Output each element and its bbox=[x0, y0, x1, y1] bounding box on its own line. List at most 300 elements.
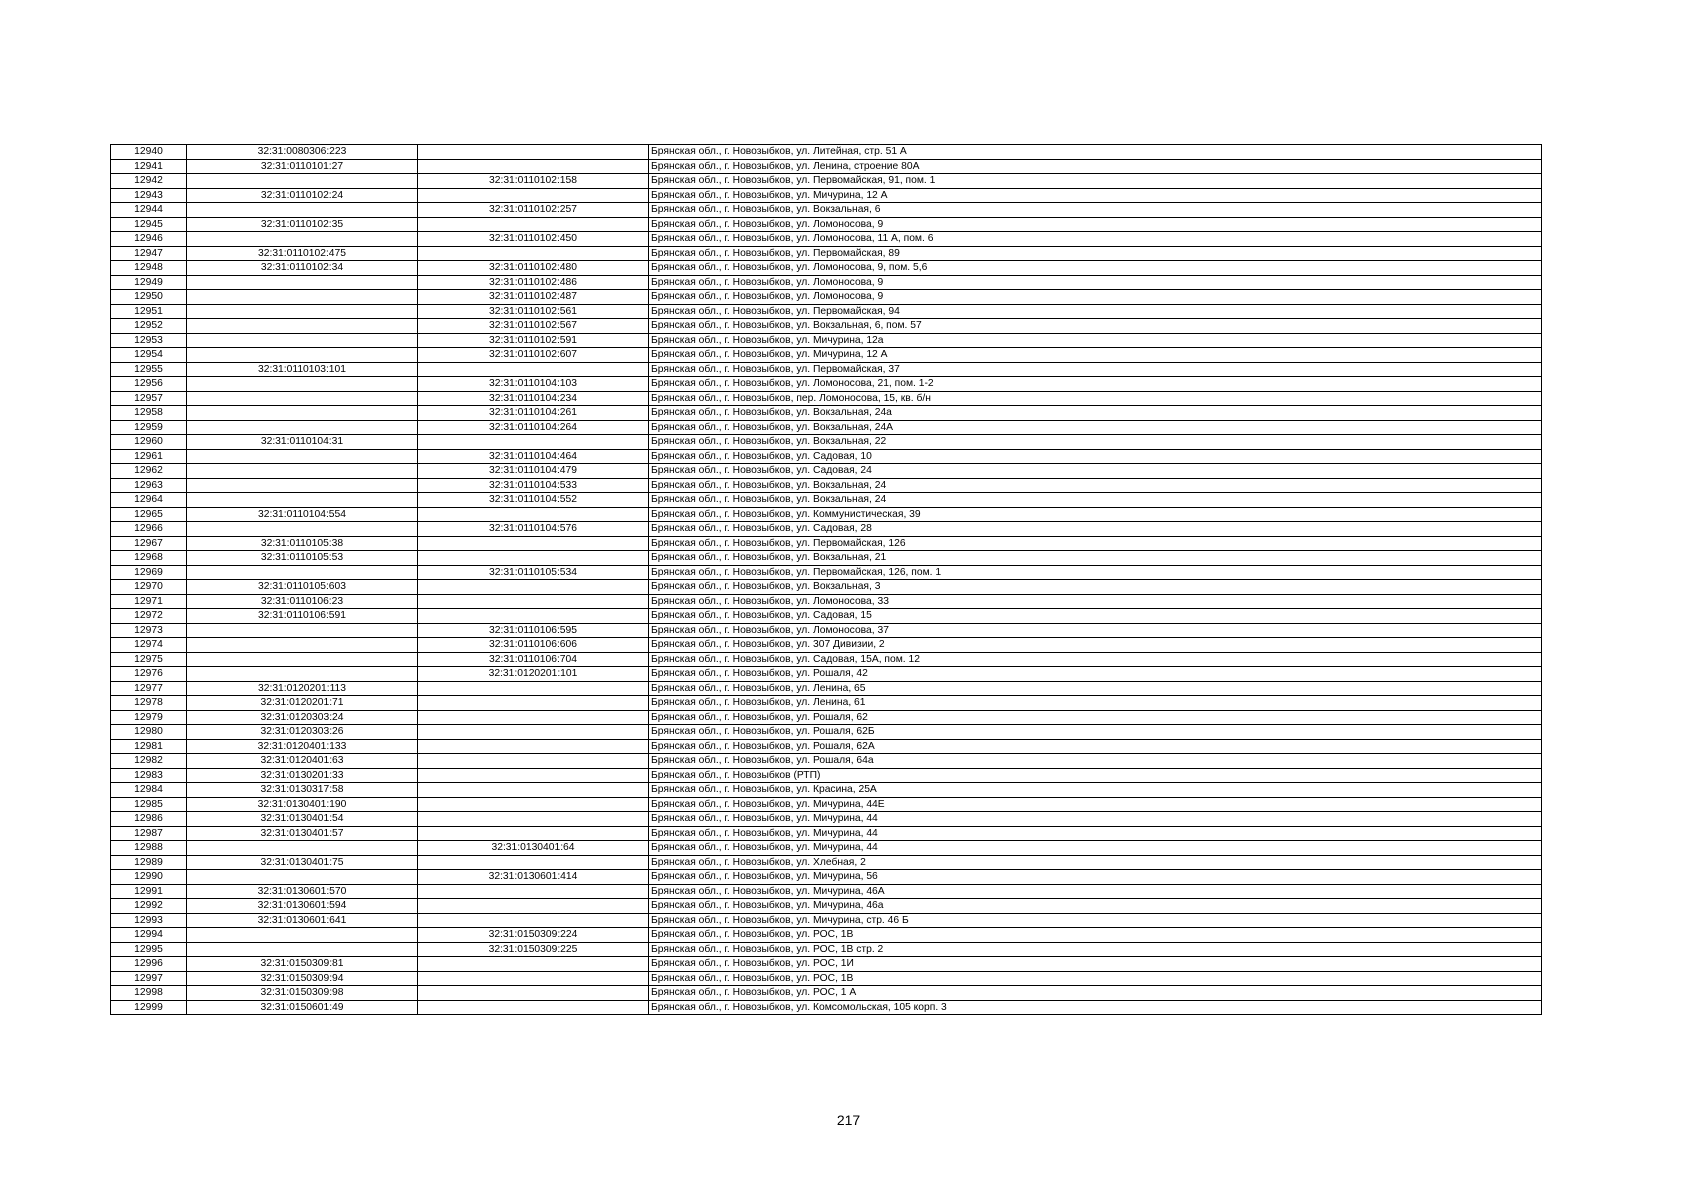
address-cell: Брянская обл., г. Новозыбков, ул. Садовая, 10 bbox=[649, 449, 1542, 464]
table-row bbox=[111, 290, 1542, 305]
table-row bbox=[111, 855, 1542, 870]
table-row bbox=[111, 217, 1542, 232]
row-number-cell: 12999 bbox=[111, 1000, 187, 1015]
table-row bbox=[111, 754, 1542, 769]
address-cell: Брянская обл., г. Новозыбков, ул. Вокзальная, 21 bbox=[649, 551, 1542, 566]
address-cell: Брянская обл., г. Новозыбков, ул. Первомайская, 37 bbox=[649, 362, 1542, 377]
cadastral-number-cell: 32:31:0130601:594 bbox=[187, 899, 418, 914]
cadastral-number-cell bbox=[187, 275, 418, 290]
cadastral-number-alt-cell bbox=[418, 754, 649, 769]
cadastral-number-alt-cell bbox=[418, 681, 649, 696]
row-number-cell: 12940 bbox=[111, 145, 187, 160]
cadastral-number-cell: 32:31:0110105:38 bbox=[187, 536, 418, 551]
cadastral-number-cell bbox=[187, 667, 418, 682]
row-number-cell: 12989 bbox=[111, 855, 187, 870]
row-number-cell: 12996 bbox=[111, 957, 187, 972]
table-row bbox=[111, 304, 1542, 319]
row-number-cell: 12969 bbox=[111, 565, 187, 580]
address-cell: Брянская обл., г. Новозыбков, ул. Мичурина, 56 bbox=[649, 870, 1542, 885]
table-row bbox=[111, 957, 1542, 972]
row-number-cell: 12959 bbox=[111, 420, 187, 435]
table-row bbox=[111, 522, 1542, 537]
row-number-cell: 12973 bbox=[111, 623, 187, 638]
cadastral-number-alt-cell: 32:31:0110104:234 bbox=[418, 391, 649, 406]
address-cell: Брянская обл., г. Новозыбков, ул. Рошаля, 62 bbox=[649, 710, 1542, 725]
row-number-cell: 12991 bbox=[111, 884, 187, 899]
cadastral-number-cell: 32:31:0130201:33 bbox=[187, 768, 418, 783]
table-row bbox=[111, 942, 1542, 957]
registry-table-body bbox=[111, 145, 1542, 1015]
cadastral-number-alt-cell bbox=[418, 435, 649, 450]
cadastral-number-cell: 32:31:0150601:49 bbox=[187, 1000, 418, 1015]
table-row bbox=[111, 420, 1542, 435]
row-number-cell: 12980 bbox=[111, 725, 187, 740]
cadastral-number-alt-cell: 32:31:0110104:464 bbox=[418, 449, 649, 464]
row-number-cell: 12960 bbox=[111, 435, 187, 450]
cadastral-number-cell bbox=[187, 290, 418, 305]
address-cell: Брянская обл., г. Новозыбков, ул. Мичурина, 12 А bbox=[649, 188, 1542, 203]
table-row bbox=[111, 623, 1542, 638]
address-cell: Брянская обл., г. Новозыбков, ул. Ломоносова, 9 bbox=[649, 275, 1542, 290]
cadastral-number-cell: 32:31:0080306:223 bbox=[187, 145, 418, 160]
row-number-cell: 12948 bbox=[111, 261, 187, 276]
cadastral-number-alt-cell bbox=[418, 1000, 649, 1015]
cadastral-number-cell bbox=[187, 522, 418, 537]
cadastral-number-cell bbox=[187, 565, 418, 580]
row-number-cell: 12978 bbox=[111, 696, 187, 711]
table-row bbox=[111, 884, 1542, 899]
address-cell: Брянская обл., г. Новозыбков, ул. Вокзальная, 22 bbox=[649, 435, 1542, 450]
cadastral-number-cell bbox=[187, 174, 418, 189]
table-row bbox=[111, 913, 1542, 928]
cadastral-number-alt-cell bbox=[418, 855, 649, 870]
address-cell: Брянская обл., г. Новозыбков, пер. Ломоносова, 15, кв. б/н bbox=[649, 391, 1542, 406]
cadastral-number-alt-cell bbox=[418, 971, 649, 986]
property-registry-table bbox=[110, 144, 1542, 1015]
cadastral-number-cell bbox=[187, 449, 418, 464]
row-number-cell: 12987 bbox=[111, 826, 187, 841]
address-cell: Брянская обл., г. Новозыбков, ул. Садовая, 24 bbox=[649, 464, 1542, 479]
cadastral-number-cell bbox=[187, 928, 418, 943]
cadastral-number-cell: 32:31:0150309:81 bbox=[187, 957, 418, 972]
address-cell: Брянская обл., г. Новозыбков, ул. Ломоносова, 9, пом. 5,6 bbox=[649, 261, 1542, 276]
address-cell: Брянская обл., г. Новозыбков, ул. 307 Дивизии, 2 bbox=[649, 638, 1542, 653]
cadastral-number-alt-cell bbox=[418, 783, 649, 798]
row-number-cell: 12951 bbox=[111, 304, 187, 319]
address-cell: Брянская обл., г. Новозыбков, ул. Мичурина, 12 А bbox=[649, 348, 1542, 363]
cadastral-number-alt-cell bbox=[418, 594, 649, 609]
table-row bbox=[111, 710, 1542, 725]
row-number-cell: 12971 bbox=[111, 594, 187, 609]
address-cell: Брянская обл., г. Новозыбков, ул. Рошаля, 42 bbox=[649, 667, 1542, 682]
row-number-cell: 12963 bbox=[111, 478, 187, 493]
address-cell: Брянская обл., г. Новозыбков, ул. Мичурина, 44 bbox=[649, 812, 1542, 827]
table-row bbox=[111, 797, 1542, 812]
row-number-cell: 12966 bbox=[111, 522, 187, 537]
row-number-cell: 12961 bbox=[111, 449, 187, 464]
address-cell: Брянская обл., г. Новозыбков, ул. Садовая, 28 bbox=[649, 522, 1542, 537]
cadastral-number-alt-cell: 32:31:0130601:414 bbox=[418, 870, 649, 885]
row-number-cell: 12941 bbox=[111, 159, 187, 174]
table-row bbox=[111, 159, 1542, 174]
cadastral-number-cell: 32:31:0110104:554 bbox=[187, 507, 418, 522]
address-cell: Брянская обл., г. Новозыбков, ул. Ломоносова, 37 bbox=[649, 623, 1542, 638]
row-number-cell: 12975 bbox=[111, 652, 187, 667]
cadastral-number-alt-cell: 32:31:0110102:486 bbox=[418, 275, 649, 290]
table-row bbox=[111, 826, 1542, 841]
table-row bbox=[111, 667, 1542, 682]
cadastral-number-alt-cell: 32:31:0110104:479 bbox=[418, 464, 649, 479]
address-cell: Брянская обл., г. Новозыбков, ул. Ломоносова, 33 bbox=[649, 594, 1542, 609]
cadastral-number-cell bbox=[187, 391, 418, 406]
table-row bbox=[111, 841, 1542, 856]
cadastral-number-alt-cell: 32:31:0110102:450 bbox=[418, 232, 649, 247]
cadastral-number-cell: 32:31:0110102:475 bbox=[187, 246, 418, 261]
address-cell: Брянская обл., г. Новозыбков, ул. Вокзальная, 3 bbox=[649, 580, 1542, 595]
table-row bbox=[111, 696, 1542, 711]
row-number-cell: 12976 bbox=[111, 667, 187, 682]
table-row bbox=[111, 725, 1542, 740]
page-number: 217 bbox=[836, 1112, 861, 1128]
cadastral-number-alt-cell bbox=[418, 217, 649, 232]
cadastral-number-alt-cell bbox=[418, 551, 649, 566]
table-row bbox=[111, 580, 1542, 595]
row-number-cell: 12970 bbox=[111, 580, 187, 595]
address-cell: Брянская обл., г. Новозыбков, ул. Первомайская, 126 bbox=[649, 536, 1542, 551]
row-number-cell: 12947 bbox=[111, 246, 187, 261]
row-number-cell: 12958 bbox=[111, 406, 187, 421]
cadastral-number-alt-cell bbox=[418, 246, 649, 261]
address-cell: Брянская обл., г. Новозыбков, ул. Мичурина, стр. 46 Б bbox=[649, 913, 1542, 928]
cadastral-number-cell bbox=[187, 333, 418, 348]
row-number-cell: 12981 bbox=[111, 739, 187, 754]
address-cell: Брянская обл., г. Новозыбков, ул. Мичурина, 44 bbox=[649, 841, 1542, 856]
cadastral-number-cell: 32:31:0150309:98 bbox=[187, 986, 418, 1001]
cadastral-number-alt-cell bbox=[418, 580, 649, 595]
row-number-cell: 12944 bbox=[111, 203, 187, 218]
table-row bbox=[111, 1000, 1542, 1015]
table-row bbox=[111, 449, 1542, 464]
cadastral-number-alt-cell bbox=[418, 826, 649, 841]
table-row bbox=[111, 681, 1542, 696]
cadastral-number-cell bbox=[187, 319, 418, 334]
table-row bbox=[111, 768, 1542, 783]
table-row bbox=[111, 638, 1542, 653]
cadastral-number-alt-cell: 32:31:0110106:595 bbox=[418, 623, 649, 638]
cadastral-number-alt-cell bbox=[418, 768, 649, 783]
table-row bbox=[111, 594, 1542, 609]
table-row bbox=[111, 783, 1542, 798]
address-cell: Брянская обл., г. Новозыбков, ул. Мичурина, 46а bbox=[649, 899, 1542, 914]
cadastral-number-cell bbox=[187, 841, 418, 856]
cadastral-number-alt-cell: 32:31:0110102:607 bbox=[418, 348, 649, 363]
cadastral-number-alt-cell: 32:31:0130401:64 bbox=[418, 841, 649, 856]
cadastral-number-cell: 32:31:0130601:570 bbox=[187, 884, 418, 899]
row-number-cell: 12968 bbox=[111, 551, 187, 566]
table-row bbox=[111, 812, 1542, 827]
address-cell: Брянская обл., г. Новозыбков, ул. Литейная, стр. 51 А bbox=[649, 145, 1542, 160]
row-number-cell: 12964 bbox=[111, 493, 187, 508]
cadastral-number-cell bbox=[187, 870, 418, 885]
cadastral-number-cell bbox=[187, 464, 418, 479]
table-row bbox=[111, 319, 1542, 334]
table-row bbox=[111, 232, 1542, 247]
cadastral-number-cell: 32:31:0130401:75 bbox=[187, 855, 418, 870]
table-row bbox=[111, 362, 1542, 377]
cadastral-number-cell bbox=[187, 478, 418, 493]
table-row bbox=[111, 551, 1542, 566]
address-cell: Брянская обл., г. Новозыбков, ул. Вокзальная, 24 bbox=[649, 493, 1542, 508]
address-cell: Брянская обл., г. Новозыбков, ул. Ломоносова, 11 А, пом. 6 bbox=[649, 232, 1542, 247]
address-cell: Брянская обл., г. Новозыбков, ул. РОС, 1 А bbox=[649, 986, 1542, 1001]
cadastral-number-cell bbox=[187, 652, 418, 667]
address-cell: Брянская обл., г. Новозыбков, ул. Мичурина, 12а bbox=[649, 333, 1542, 348]
cadastral-number-alt-cell: 32:31:0110104:264 bbox=[418, 420, 649, 435]
table-row bbox=[111, 507, 1542, 522]
row-number-cell: 12956 bbox=[111, 377, 187, 392]
address-cell: Брянская обл., г. Новозыбков, ул. Ленина, 61 bbox=[649, 696, 1542, 711]
row-number-cell: 12986 bbox=[111, 812, 187, 827]
cadastral-number-alt-cell bbox=[418, 913, 649, 928]
address-cell: Брянская обл., г. Новозыбков, ул. Мичурина, 44Е bbox=[649, 797, 1542, 812]
address-cell: Брянская обл., г. Новозыбков, ул. Рошаля, 64а bbox=[649, 754, 1542, 769]
address-cell: Брянская обл., г. Новозыбков, ул. Первомайская, 91, пом. 1 bbox=[649, 174, 1542, 189]
row-number-cell: 12943 bbox=[111, 188, 187, 203]
address-cell: Брянская обл., г. Новозыбков, ул. Хлебная, 2 bbox=[649, 855, 1542, 870]
row-number-cell: 12950 bbox=[111, 290, 187, 305]
cadastral-number-cell bbox=[187, 638, 418, 653]
cadastral-number-cell: 32:31:0110106:591 bbox=[187, 609, 418, 624]
cadastral-number-alt-cell bbox=[418, 884, 649, 899]
row-number-cell: 12954 bbox=[111, 348, 187, 363]
table-row bbox=[111, 478, 1542, 493]
cadastral-number-cell: 32:31:0130401:190 bbox=[187, 797, 418, 812]
table-row bbox=[111, 870, 1542, 885]
address-cell: Брянская обл., г. Новозыбков, ул. РОС, 1И bbox=[649, 957, 1542, 972]
table-row bbox=[111, 971, 1542, 986]
cadastral-number-cell: 32:31:0110105:603 bbox=[187, 580, 418, 595]
table-row bbox=[111, 652, 1542, 667]
address-cell: Брянская обл., г. Новозыбков, ул. РОС, 1В стр. 2 bbox=[649, 942, 1542, 957]
cadastral-number-alt-cell bbox=[418, 609, 649, 624]
cadastral-number-alt-cell: 32:31:0110102:158 bbox=[418, 174, 649, 189]
cadastral-number-cell: 32:31:0110104:31 bbox=[187, 435, 418, 450]
table-row bbox=[111, 203, 1542, 218]
table-row bbox=[111, 493, 1542, 508]
cadastral-number-alt-cell: 32:31:0110105:534 bbox=[418, 565, 649, 580]
address-cell: Брянская обл., г. Новозыбков, ул. Вокзальная, 6 bbox=[649, 203, 1542, 218]
cadastral-number-alt-cell: 32:31:0110104:552 bbox=[418, 493, 649, 508]
cadastral-number-alt-cell: 32:31:0110104:261 bbox=[418, 406, 649, 421]
row-number-cell: 12985 bbox=[111, 797, 187, 812]
address-cell: Брянская обл., г. Новозыбков, ул. Ленина, 65 bbox=[649, 681, 1542, 696]
address-cell: Брянская обл., г. Новозыбков, ул. Ломоносова, 21, пом. 1-2 bbox=[649, 377, 1542, 392]
cadastral-number-alt-cell: 32:31:0110106:704 bbox=[418, 652, 649, 667]
row-number-cell: 12949 bbox=[111, 275, 187, 290]
cadastral-number-alt-cell bbox=[418, 159, 649, 174]
row-number-cell: 12962 bbox=[111, 464, 187, 479]
address-cell: Брянская обл., г. Новозыбков, ул. Комсомольская, 105 корп. 3 bbox=[649, 1000, 1542, 1015]
cadastral-number-cell: 32:31:0120401:133 bbox=[187, 739, 418, 754]
table-row bbox=[111, 261, 1542, 276]
cadastral-number-cell bbox=[187, 377, 418, 392]
cadastral-number-cell bbox=[187, 493, 418, 508]
address-cell: Брянская обл., г. Новозыбков, ул. Первомайская, 89 bbox=[649, 246, 1542, 261]
cadastral-number-alt-cell: 32:31:0110104:533 bbox=[418, 478, 649, 493]
cadastral-number-alt-cell: 32:31:0150309:224 bbox=[418, 928, 649, 943]
cadastral-number-alt-cell bbox=[418, 725, 649, 740]
address-cell: Брянская обл., г. Новозыбков, ул. Вокзальная, 24А bbox=[649, 420, 1542, 435]
row-number-cell: 12984 bbox=[111, 783, 187, 798]
row-number-cell: 12972 bbox=[111, 609, 187, 624]
address-cell: Брянская обл., г. Новозыбков, ул. Вокзальная, 6, пом. 57 bbox=[649, 319, 1542, 334]
cadastral-number-alt-cell bbox=[418, 507, 649, 522]
cadastral-number-cell bbox=[187, 942, 418, 957]
cadastral-number-alt-cell bbox=[418, 797, 649, 812]
row-number-cell: 12993 bbox=[111, 913, 187, 928]
table-row bbox=[111, 928, 1542, 943]
cadastral-number-cell: 32:31:0120303:26 bbox=[187, 725, 418, 740]
table-row bbox=[111, 406, 1542, 421]
table-row bbox=[111, 565, 1542, 580]
address-cell: Брянская обл., г. Новозыбков, ул. Мичурина, 44 bbox=[649, 826, 1542, 841]
row-number-cell: 12992 bbox=[111, 899, 187, 914]
cadastral-number-cell bbox=[187, 348, 418, 363]
cadastral-number-alt-cell: 32:31:0150309:225 bbox=[418, 942, 649, 957]
table-row bbox=[111, 246, 1542, 261]
cadastral-number-cell bbox=[187, 420, 418, 435]
cadastral-number-alt-cell bbox=[418, 145, 649, 160]
address-cell: Брянская обл., г. Новозыбков, ул. Вокзальная, 24 bbox=[649, 478, 1542, 493]
row-number-cell: 12983 bbox=[111, 768, 187, 783]
cadastral-number-cell: 32:31:0130401:57 bbox=[187, 826, 418, 841]
address-cell: Брянская обл., г. Новозыбков, ул. Садовая, 15 bbox=[649, 609, 1542, 624]
address-cell: Брянская обл., г. Новозыбков, ул. Ломоносова, 9 bbox=[649, 217, 1542, 232]
cadastral-number-alt-cell: 32:31:0110102:591 bbox=[418, 333, 649, 348]
row-number-cell: 12997 bbox=[111, 971, 187, 986]
row-number-cell: 12982 bbox=[111, 754, 187, 769]
cadastral-number-alt-cell bbox=[418, 710, 649, 725]
row-number-cell: 12998 bbox=[111, 986, 187, 1001]
cadastral-number-alt-cell: 32:31:0110102:567 bbox=[418, 319, 649, 334]
address-cell: Брянская обл., г. Новозыбков (РТП) bbox=[649, 768, 1542, 783]
row-number-cell: 12967 bbox=[111, 536, 187, 551]
address-cell: Брянская обл., г. Новозыбков, ул. РОС, 1В bbox=[649, 971, 1542, 986]
row-number-cell: 12945 bbox=[111, 217, 187, 232]
cadastral-number-cell: 32:31:0110105:53 bbox=[187, 551, 418, 566]
table-row bbox=[111, 391, 1542, 406]
address-cell: Брянская обл., г. Новозыбков, ул. Вокзальная, 24а bbox=[649, 406, 1542, 421]
address-cell: Брянская обл., г. Новозыбков, ул. РОС, 1В bbox=[649, 928, 1542, 943]
cadastral-number-cell: 32:31:0130317:58 bbox=[187, 783, 418, 798]
address-cell: Брянская обл., г. Новозыбков, ул. Мичурина, 46А bbox=[649, 884, 1542, 899]
table-row bbox=[111, 739, 1542, 754]
table-row bbox=[111, 435, 1542, 450]
row-number-cell: 12953 bbox=[111, 333, 187, 348]
address-cell: Брянская обл., г. Новозыбков, ул. Садовая, 15А, пом. 12 bbox=[649, 652, 1542, 667]
cadastral-number-alt-cell: 32:31:0110102:561 bbox=[418, 304, 649, 319]
cadastral-number-cell: 32:31:0120303:24 bbox=[187, 710, 418, 725]
address-cell: Брянская обл., г. Новозыбков, ул. Рошаля, 62А bbox=[649, 739, 1542, 754]
cadastral-number-alt-cell: 32:31:0110102:487 bbox=[418, 290, 649, 305]
row-number-cell: 12952 bbox=[111, 319, 187, 334]
table-row bbox=[111, 188, 1542, 203]
cadastral-number-alt-cell bbox=[418, 536, 649, 551]
address-cell: Брянская обл., г. Новозыбков, ул. Коммунистическая, 39 bbox=[649, 507, 1542, 522]
cadastral-number-alt-cell: 32:31:0110104:576 bbox=[418, 522, 649, 537]
table-row bbox=[111, 145, 1542, 160]
table-row bbox=[111, 536, 1542, 551]
cadastral-number-alt-cell: 32:31:0110102:480 bbox=[418, 261, 649, 276]
table-row bbox=[111, 377, 1542, 392]
row-number-cell: 12974 bbox=[111, 638, 187, 653]
table-row bbox=[111, 348, 1542, 363]
table-row bbox=[111, 333, 1542, 348]
row-number-cell: 12942 bbox=[111, 174, 187, 189]
cadastral-number-cell bbox=[187, 623, 418, 638]
cadastral-number-cell: 32:31:0110101:27 bbox=[187, 159, 418, 174]
cadastral-number-alt-cell bbox=[418, 812, 649, 827]
row-number-cell: 12957 bbox=[111, 391, 187, 406]
table-row bbox=[111, 464, 1542, 479]
row-number-cell: 12946 bbox=[111, 232, 187, 247]
table-row bbox=[111, 275, 1542, 290]
cadastral-number-alt-cell bbox=[418, 188, 649, 203]
cadastral-number-cell bbox=[187, 232, 418, 247]
address-cell: Брянская обл., г. Новозыбков, ул. Красина, 25А bbox=[649, 783, 1542, 798]
cadastral-number-alt-cell bbox=[418, 362, 649, 377]
row-number-cell: 12977 bbox=[111, 681, 187, 696]
table-row bbox=[111, 986, 1542, 1001]
row-number-cell: 12965 bbox=[111, 507, 187, 522]
cadastral-number-cell: 32:31:0130601:641 bbox=[187, 913, 418, 928]
cadastral-number-cell: 32:31:0120401:63 bbox=[187, 754, 418, 769]
cadastral-number-alt-cell: 32:31:0110106:606 bbox=[418, 638, 649, 653]
cadastral-number-alt-cell bbox=[418, 739, 649, 754]
address-cell: Брянская обл., г. Новозыбков, ул. Рошаля, 62Б bbox=[649, 725, 1542, 740]
cadastral-number-alt-cell bbox=[418, 957, 649, 972]
address-cell: Брянская обл., г. Новозыбков, ул. Первомайская, 94 bbox=[649, 304, 1542, 319]
row-number-cell: 12990 bbox=[111, 870, 187, 885]
cadastral-number-cell: 32:31:0110102:24 bbox=[187, 188, 418, 203]
address-cell: Брянская обл., г. Новозыбков, ул. Ломоносова, 9 bbox=[649, 290, 1542, 305]
cadastral-number-cell: 32:31:0130401:54 bbox=[187, 812, 418, 827]
row-number-cell: 12979 bbox=[111, 710, 187, 725]
cadastral-number-cell: 32:31:0150309:94 bbox=[187, 971, 418, 986]
cadastral-number-cell bbox=[187, 406, 418, 421]
row-number-cell: 12995 bbox=[111, 942, 187, 957]
table-row bbox=[111, 174, 1542, 189]
row-number-cell: 12955 bbox=[111, 362, 187, 377]
table-row bbox=[111, 609, 1542, 624]
cadastral-number-cell: 32:31:0110103:101 bbox=[187, 362, 418, 377]
row-number-cell: 12994 bbox=[111, 928, 187, 943]
cadastral-number-alt-cell: 32:31:0110102:257 bbox=[418, 203, 649, 218]
cadastral-number-cell: 32:31:0120201:113 bbox=[187, 681, 418, 696]
address-cell: Брянская обл., г. Новозыбков, ул. Первомайская, 126, пом. 1 bbox=[649, 565, 1542, 580]
cadastral-number-cell: 32:31:0110102:34 bbox=[187, 261, 418, 276]
cadastral-number-alt-cell bbox=[418, 899, 649, 914]
table-row bbox=[111, 899, 1542, 914]
cadastral-number-alt-cell bbox=[418, 986, 649, 1001]
cadastral-number-cell: 32:31:0110102:35 bbox=[187, 217, 418, 232]
cadastral-number-alt-cell: 32:31:0110104:103 bbox=[418, 377, 649, 392]
cadastral-number-cell bbox=[187, 304, 418, 319]
address-cell: Брянская обл., г. Новозыбков, ул. Ленина, строение 80А bbox=[649, 159, 1542, 174]
cadastral-number-alt-cell: 32:31:0120201:101 bbox=[418, 667, 649, 682]
cadastral-number-cell: 32:31:0120201:71 bbox=[187, 696, 418, 711]
cadastral-number-alt-cell bbox=[418, 696, 649, 711]
